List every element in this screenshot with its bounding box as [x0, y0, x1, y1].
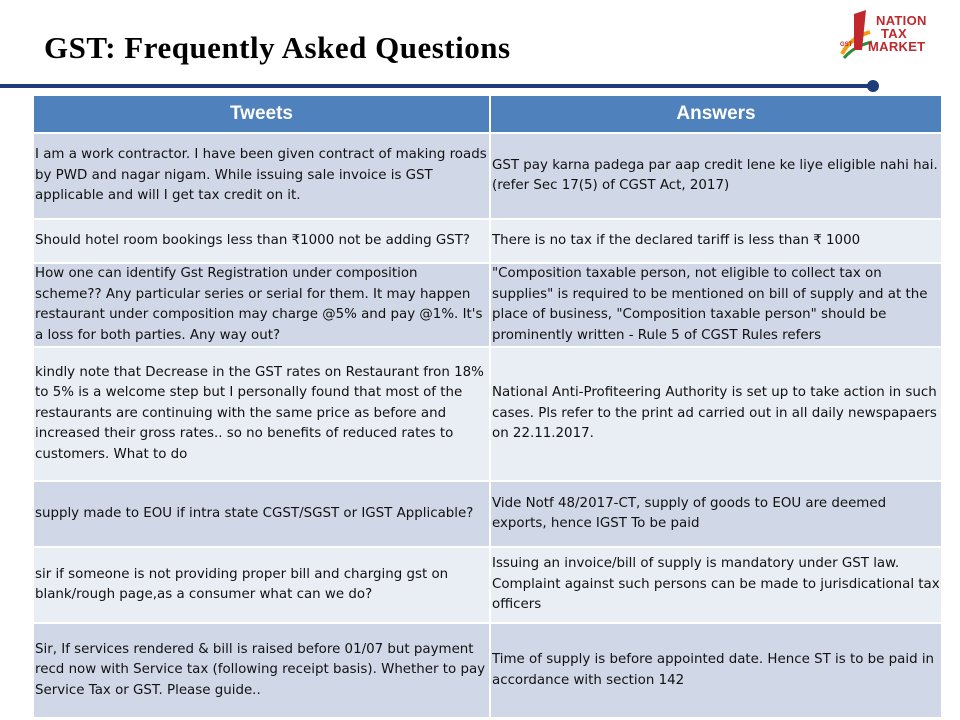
table-row: [34, 263, 942, 347]
answer-cell: There is no tax if the declared tariff is less than ₹ 1000: [490, 219, 942, 263]
tweet-cell: How one can identify Gst Registration under composition scheme?? Any particular series or serial for them. It may happen restaurant under composition may charge @5% and pay @1%. It's a loss for both parties. Any way out?: [34, 263, 490, 347]
table-row: [34, 623, 942, 717]
page-title: GST: Frequently Asked Questions: [44, 30, 511, 65]
title-divider: [0, 84, 874, 88]
tweet-cell: supply made to EOU if intra state CGST/SGST or IGST Applicable?: [34, 481, 490, 547]
tweet-cell: Should hotel room bookings less than ₹1000 not be adding GST?: [34, 219, 490, 263]
table-row: [34, 547, 942, 623]
faq-table: [34, 96, 943, 717]
table-row: [34, 219, 942, 263]
header-answers: Answers: [490, 96, 942, 133]
title-divider-dot: [867, 80, 879, 92]
answer-cell: "Composition taxable person, not eligible to collect tax on supplies" is required to be mentioned on bill of supply and at the place of business, "Composition taxable person" should be prominently written - Rule 5 of CGST Rules refers: [490, 263, 942, 347]
tweet-cell: sir if someone is not providing proper bill and charging gst on blank/rough page,as a consumer what can we do?: [34, 547, 490, 623]
logo-mark-sub: GST: [840, 42, 853, 48]
table-row: [34, 347, 942, 481]
tweet-cell: I am a work contractor. I have been given contract of making roads by PWD and nagar nigam. While issuing sale invoice is GST applicable and will I get tax credit on it.: [34, 133, 490, 219]
logo-line-nation: NATION: [876, 13, 927, 28]
answer-cell: National Anti-Profiteering Authority is set up to take action in such cases. Pls refer to the print ad carried out in all daily newspapaers on 22.11.2017.: [490, 347, 942, 481]
nation-tax-market-logo: [832, 8, 954, 64]
tweet-cell: Sir, If services rendered & bill is raised before 01/07 but payment recd now with Service tax (following receipt basis). Whether to pay Service Tax or GST. Please guide..: [34, 623, 490, 717]
answer-cell: Issuing an invoice/bill of supply is mandatory under GST law. Complaint against such persons can be made to jurisdicational tax officers: [490, 547, 942, 623]
answer-cell: GST pay karna padega par aap credit lene ke liye eligible nahi hai. (refer Sec 17(5) of CGST Act, 2017): [490, 133, 942, 219]
answer-cell: Time of supply is before appointed date. Hence ST is to be paid in accordance with section 142: [490, 623, 942, 717]
faq-header-row: [34, 96, 942, 133]
answer-cell: Vide Notf 48/2017-CT, supply of goods to EOU are deemed exports, hence IGST To be paid: [490, 481, 942, 547]
logo-line-tax: TAX: [881, 26, 907, 41]
logo-line-market: MARKET: [868, 39, 926, 54]
table-row: [34, 133, 942, 219]
table-row: [34, 481, 942, 547]
tweet-cell: kindly note that Decrease in the GST rates on Restaurant fron 18% to 5% is a welcome step but I personally found that most of the restaurants are continuing with the same price as before and increased their gross rates.. so no benefits of reduced rates to customers. What to do: [34, 347, 490, 481]
header-tweets: Tweets: [34, 96, 490, 133]
